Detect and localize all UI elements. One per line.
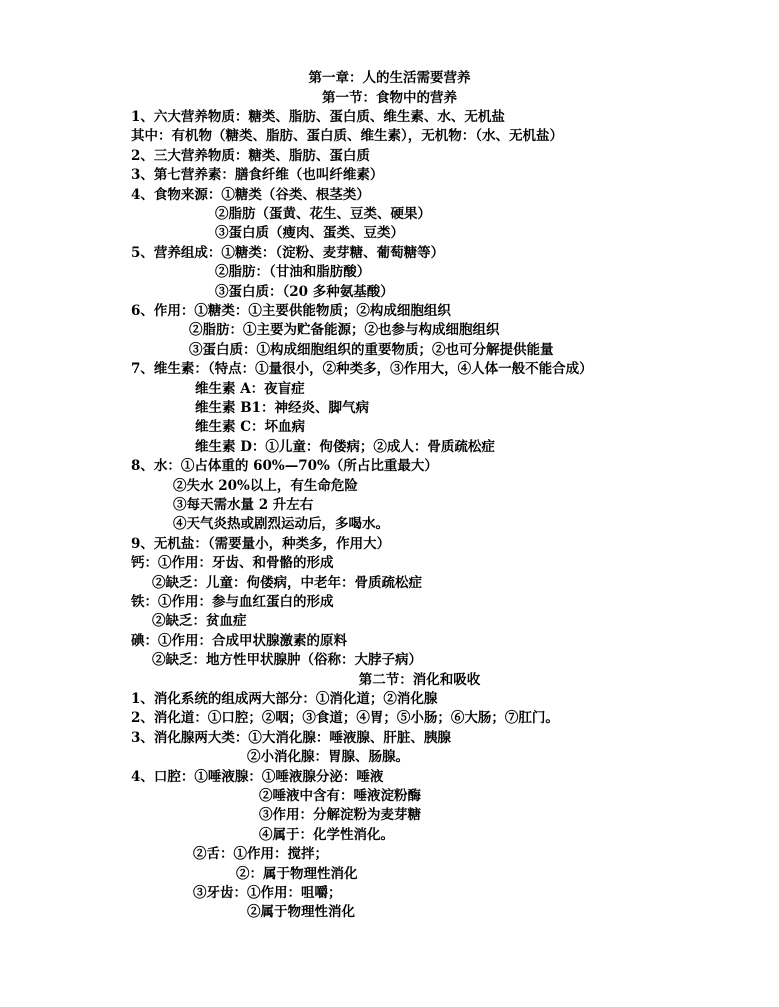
text-line: ③蛋白质（瘦肉、蛋类、豆类） — [215, 225, 404, 241]
text-line: ②缺乏：地方性甲状腺肿（俗称：大脖子病） — [152, 652, 422, 668]
text-line: ②唾液中含有：唾液淀粉酶 — [259, 788, 421, 804]
text-line: ③蛋白质：①构成细胞组织的重要物质；②也可分解提供能量 — [189, 342, 554, 358]
text-line: 1、消化系统的组成两大部分：①消化道；②消化腺 — [131, 691, 438, 707]
text-line: ②缺乏：儿童：佝偻病，中老年：骨质疏松症 — [152, 575, 422, 591]
text-line: ②舌：①作用：搅拌； — [193, 846, 328, 862]
text-line: ②失水 20%以上，有生命危险 — [173, 478, 358, 494]
text-line: 维生素 D：①儿童：佝偻病；②成人：骨质疏松症 — [195, 439, 495, 455]
text-line: 9、无机盐：（需要量小，种类多，作用大） — [131, 536, 391, 552]
text-line: 维生素 C：坏血病 — [195, 419, 305, 435]
text-line: ③每天需水量 2 升左右 — [173, 497, 314, 513]
text-line: ②属于物理性消化 — [247, 904, 355, 920]
text-line: 7、维生素：（特点：①量很小，②种类多，③作用大，④人体一般不能合成） — [131, 361, 593, 377]
text-line: ④属于：化学性消化。 — [259, 827, 394, 843]
section-title-2: 第二节：消化和吸收 — [358, 672, 481, 688]
text-line: 4、食物来源：①糖类（谷类、根茎类） — [131, 187, 370, 203]
text-line: 5、营养组成：①糖类：（淀粉、麦芽糖、葡萄糖等） — [131, 245, 445, 261]
text-line: ③牙齿：①作用：咀嚼； — [193, 885, 342, 901]
text-line: 8、水：①占体重的 60%—70%（所占比重最大） — [131, 458, 438, 474]
text-line: ④天气炎热或剧烈运动后，多喝水。 — [173, 516, 389, 532]
text-line: ②小消化腺：胃腺、肠腺。 — [247, 749, 409, 765]
text-line: 3、第七营养素：膳食纤维（也叫纤维素） — [131, 167, 384, 183]
text-line: 铁：①作用：参与血红蛋白的形成 — [131, 594, 334, 610]
text-line: ②脂肪：（甘油和脂肪酸） — [215, 264, 371, 280]
text-line: ②：属于物理性消化 — [236, 866, 358, 882]
text-line: ②缺乏：贫血症 — [152, 613, 247, 629]
text-line: 碘：①作用：合成甲状腺激素的原料 — [131, 633, 347, 649]
text-line: 其中：有机物（糖类、脂肪、蛋白质、维生素），无机物：（水、无机盐） — [131, 128, 563, 144]
text-line: 4、口腔：①唾液腺：①唾液腺分泌：唾液 — [131, 769, 384, 785]
text-line: 2、消化道：①口腔；②咽；③食道；④胃；⑤小肠；⑥大肠；⑦肛门。 — [131, 710, 559, 726]
text-line: 维生素 B1：神经炎、脚气病 — [195, 400, 370, 416]
text-line: 6、作用：①糖类：①主要供能物质；②构成细胞组织 — [131, 303, 451, 319]
text-line: ②脂肪（蛋黄、花生、豆类、硬果） — [215, 206, 431, 222]
section-title-1: 第一节：食物中的营养 — [322, 90, 457, 106]
chapter-title: 第一章：人的生活需要营养 — [308, 70, 471, 86]
text-line: 1、六大营养物质：糖类、脂肪、蛋白质、维生素、水、无机盐 — [131, 109, 505, 125]
text-line: 2、三大营养物质：糖类、脂肪、蛋白质 — [131, 148, 370, 164]
text-line: 3、消化腺两大类：①大消化腺：唾液腺、肝脏、胰腺 — [131, 730, 451, 746]
text-line: ③作用：分解淀粉为麦芽糖 — [259, 807, 421, 823]
text-line: ②脂肪：①主要为贮备能源；②也参与构成细胞组织 — [189, 322, 500, 338]
text-line: 维生素 A：夜盲症 — [195, 381, 305, 397]
text-line: ③蛋白质：（20 多种氨基酸） — [215, 284, 394, 300]
text-line: 钙：①作用：牙齿、和骨骼的形成 — [131, 555, 334, 571]
